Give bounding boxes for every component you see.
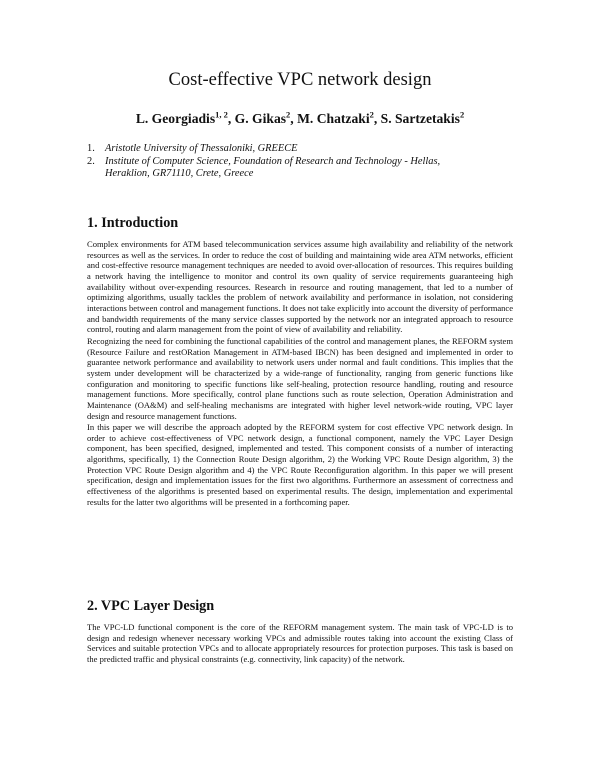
paper-title: Cost-effective VPC network design — [168, 70, 432, 90]
author: L. Georgiadis$^{1, 2}$, — [135, 109, 235, 126]
author-affiliation-mark: 2 — [459, 109, 465, 119]
author-affiliation-mark: 1, 2 — [215, 109, 228, 119]
affiliation-number: 1. — [87, 143, 95, 154]
paragraph: Complex environments for ATM based telecommunication services assume high availability and reliability of the network resources as well as the services. In order to reduce the cost of building and maintaining wide area ATM networks, efficient and cost-effective resource management techniques are needed to avoid over-allocation of resources. This requires building a network having the intelligence to monitor and control its own quality of service requirements guaranteeing high availability without over-expending resources. Research in resource and routing management, that led to a number of optimizing algorithms, usually tackles the problem of network availability and performance in isolation, not considering interactions between control and management functions. It does not take explicitly into account the diversity of performance and bandwidth requirements of the many service classes supported by the network nor an integrated approach to resource control, routing and alarm management from the point of view of availability and reliability. — [87, 239, 513, 335]
section-heading-introduction: 1. Introduction — [87, 215, 179, 231]
author-affiliation-mark: 2 — [286, 109, 291, 119]
paragraph: The VPC-LD functional component is the core of the REFORM management system. The main task of VPC-LD is to design and redesign whenever necessary working VPCs and admissible routes taking into account the existing Class of Services and suitable protection VPCs and to allocate appropriately resources for protection purposes. This task is based on the predicted traffic and physical constraints (e.g. connectivity, link capacity) of the network. — [87, 622, 513, 664]
affiliation-item — [87, 143, 547, 156]
author-list — [0, 109, 600, 127]
paragraph: Recognizing the need for combining the functional capabilities of the control and management planes, the REFORM system (Resource Failure and restORation Management in ATM-based IBCN) has been designed and implemented in order to guarantee network performance and availability to network users under normal and fault conditions. This implies that the system under development will be characterized by a wide-range of functionality, ranging from generic functions like configuration and monitoring to specific functions like self-healing, protection resource handling, routing and resource management functions. More specifically, control plane functions such as route selection, Operation Administration and Maintenance (OA&M) and self-healing mechanisms are integrated with higher level network-wide routing, VPC layer design and resource management functions. — [87, 335, 513, 421]
section-body-vpc-layer-design — [87, 622, 513, 666]
author-affiliation-mark: 2 — [369, 109, 374, 119]
affiliation-item — [87, 156, 547, 181]
author: G. Gikas$^2$, — [234, 109, 298, 126]
affiliation-list — [87, 143, 547, 181]
affiliation-text: Aristotle University of Thessaloniki, GREECE — [105, 143, 298, 154]
paragraph: In this paper we will describe the approach adopted by the REFORM system for cost effective VPC network design. In order to achieve cost-effectiveness of VPC network design, a functional component, namely the VPC Layer Design component, has been specified, designed, implemented and tested. This component consists of a number of interacting algorithms, specifically, 1) the Connection Route Design algorithm, 2) the Working VPC Route Design algorithm, 3) the Protection VPC Route Design algorithm and 4) the VPC Route Reconfiguration algorithm. In this paper we will present specification, design and implementation issues for the first two algorithms. Furthermore an assessment of correctness and effectiveness of the algorithms is presented based on experimental results. The design, implementation and experimental results for the latter two algorithms will be presented in a forthcoming paper. — [87, 422, 513, 507]
section-heading-vpc-layer-design: 2. VPC Layer Design — [87, 598, 215, 614]
author: S. Sartzetakis$^2$ — [380, 109, 465, 126]
author: M. Chatzaki$^2$, — [297, 109, 381, 126]
affiliation-number: 2. — [87, 155, 95, 167]
section-body-introduction — [87, 239, 513, 508]
affiliation-text: Institute of Computer Science, Foundation of Research and Technology - Hellas, Heraklion, GR71110, Crete, Greece — [105, 155, 441, 180]
